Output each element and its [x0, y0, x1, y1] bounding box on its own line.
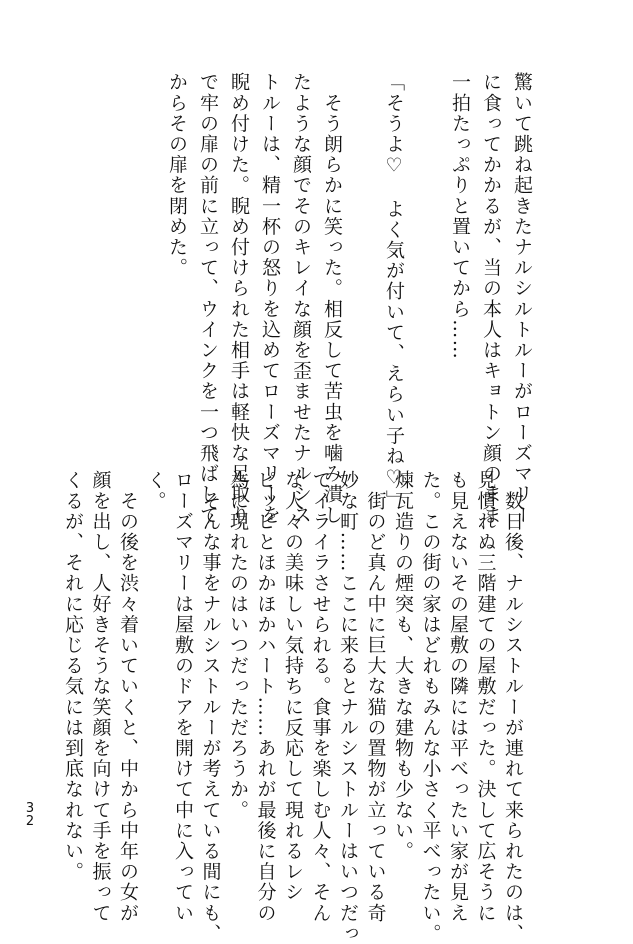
text-column: 見慣れぬ三階建ての屋敷だった。決して広そうに: [474, 470, 497, 924]
text-column: 為に現れたのはいつだっただろうか。: [227, 470, 249, 821]
text-column: 煉瓦造りの煙突も、大きな建物も少ない。: [392, 470, 414, 862]
text-column: からその扉を閉めた。: [166, 72, 188, 278]
text-column: ピッピとほかほかハート……あれが最後に自分の: [254, 470, 277, 924]
text-column: も見えないその屋敷の隣には平べったい家が見え: [447, 470, 469, 924]
text-column: 驚いて跳ね起きたナルシルトルーがローズマリー: [511, 72, 533, 526]
text-column: たような顔でそのキレイな顔を歪ませたナルシス: [290, 72, 312, 526]
page-number-digit: 3: [25, 801, 35, 816]
text-column: ローズマリーは屋敷のドアを開けて中に入ってい: [172, 470, 194, 924]
text-column: てイライラさせられる。食事を楽しむ人々、そん: [309, 470, 332, 924]
text-column: 数日後、ナルシストルーが連れて来られたのは、: [502, 470, 524, 944]
text-column: で牢の扉の前に立って、ウインクを一つ飛ばして: [197, 72, 219, 526]
text-column: トルーは、精一杯の怒りを込めてローズマリーを: [259, 72, 281, 526]
page-number-digit: 2: [25, 814, 35, 829]
text-column: そんな事をナルシストルーが考えている間にも、: [199, 470, 222, 944]
text-column: そう朗らかに笑った。相反して苦虫を噛み潰し: [321, 72, 343, 526]
text-column: その後を渋々着いていくと、中から中年の女が: [117, 470, 139, 924]
text-column: 妙な町……ここに来るとナルシストルーはいつだっ: [337, 470, 359, 944]
text-column: くるが、それに応じる気には到底なれない。: [62, 470, 84, 882]
text-column: 睨め付けた。睨め付けられた相手は軽快な足取り: [228, 72, 250, 526]
text-column: 一拍たっぷりと置いてから……: [449, 72, 471, 361]
text-column: 街のど真ん中に巨大な猫の置物が立っている奇: [364, 470, 387, 924]
text-column: に食ってかかるが、当の本人はキョトン顔のまま: [480, 72, 502, 526]
dialogue-line: 「そうよ♡ よく気が付いて、えらい子ね♡」: [383, 72, 405, 511]
text-column: た。この街の家はどれもみんな小さく平べったい。: [419, 470, 442, 944]
text-column: 顔を出し、人好きそうな笑顔を向けて手を振って: [89, 470, 112, 924]
text-column: く。: [144, 470, 167, 512]
page-number: [22, 802, 38, 828]
text-column: な人々の美味しい気持ちに反応して現れるレシ: [282, 470, 304, 903]
